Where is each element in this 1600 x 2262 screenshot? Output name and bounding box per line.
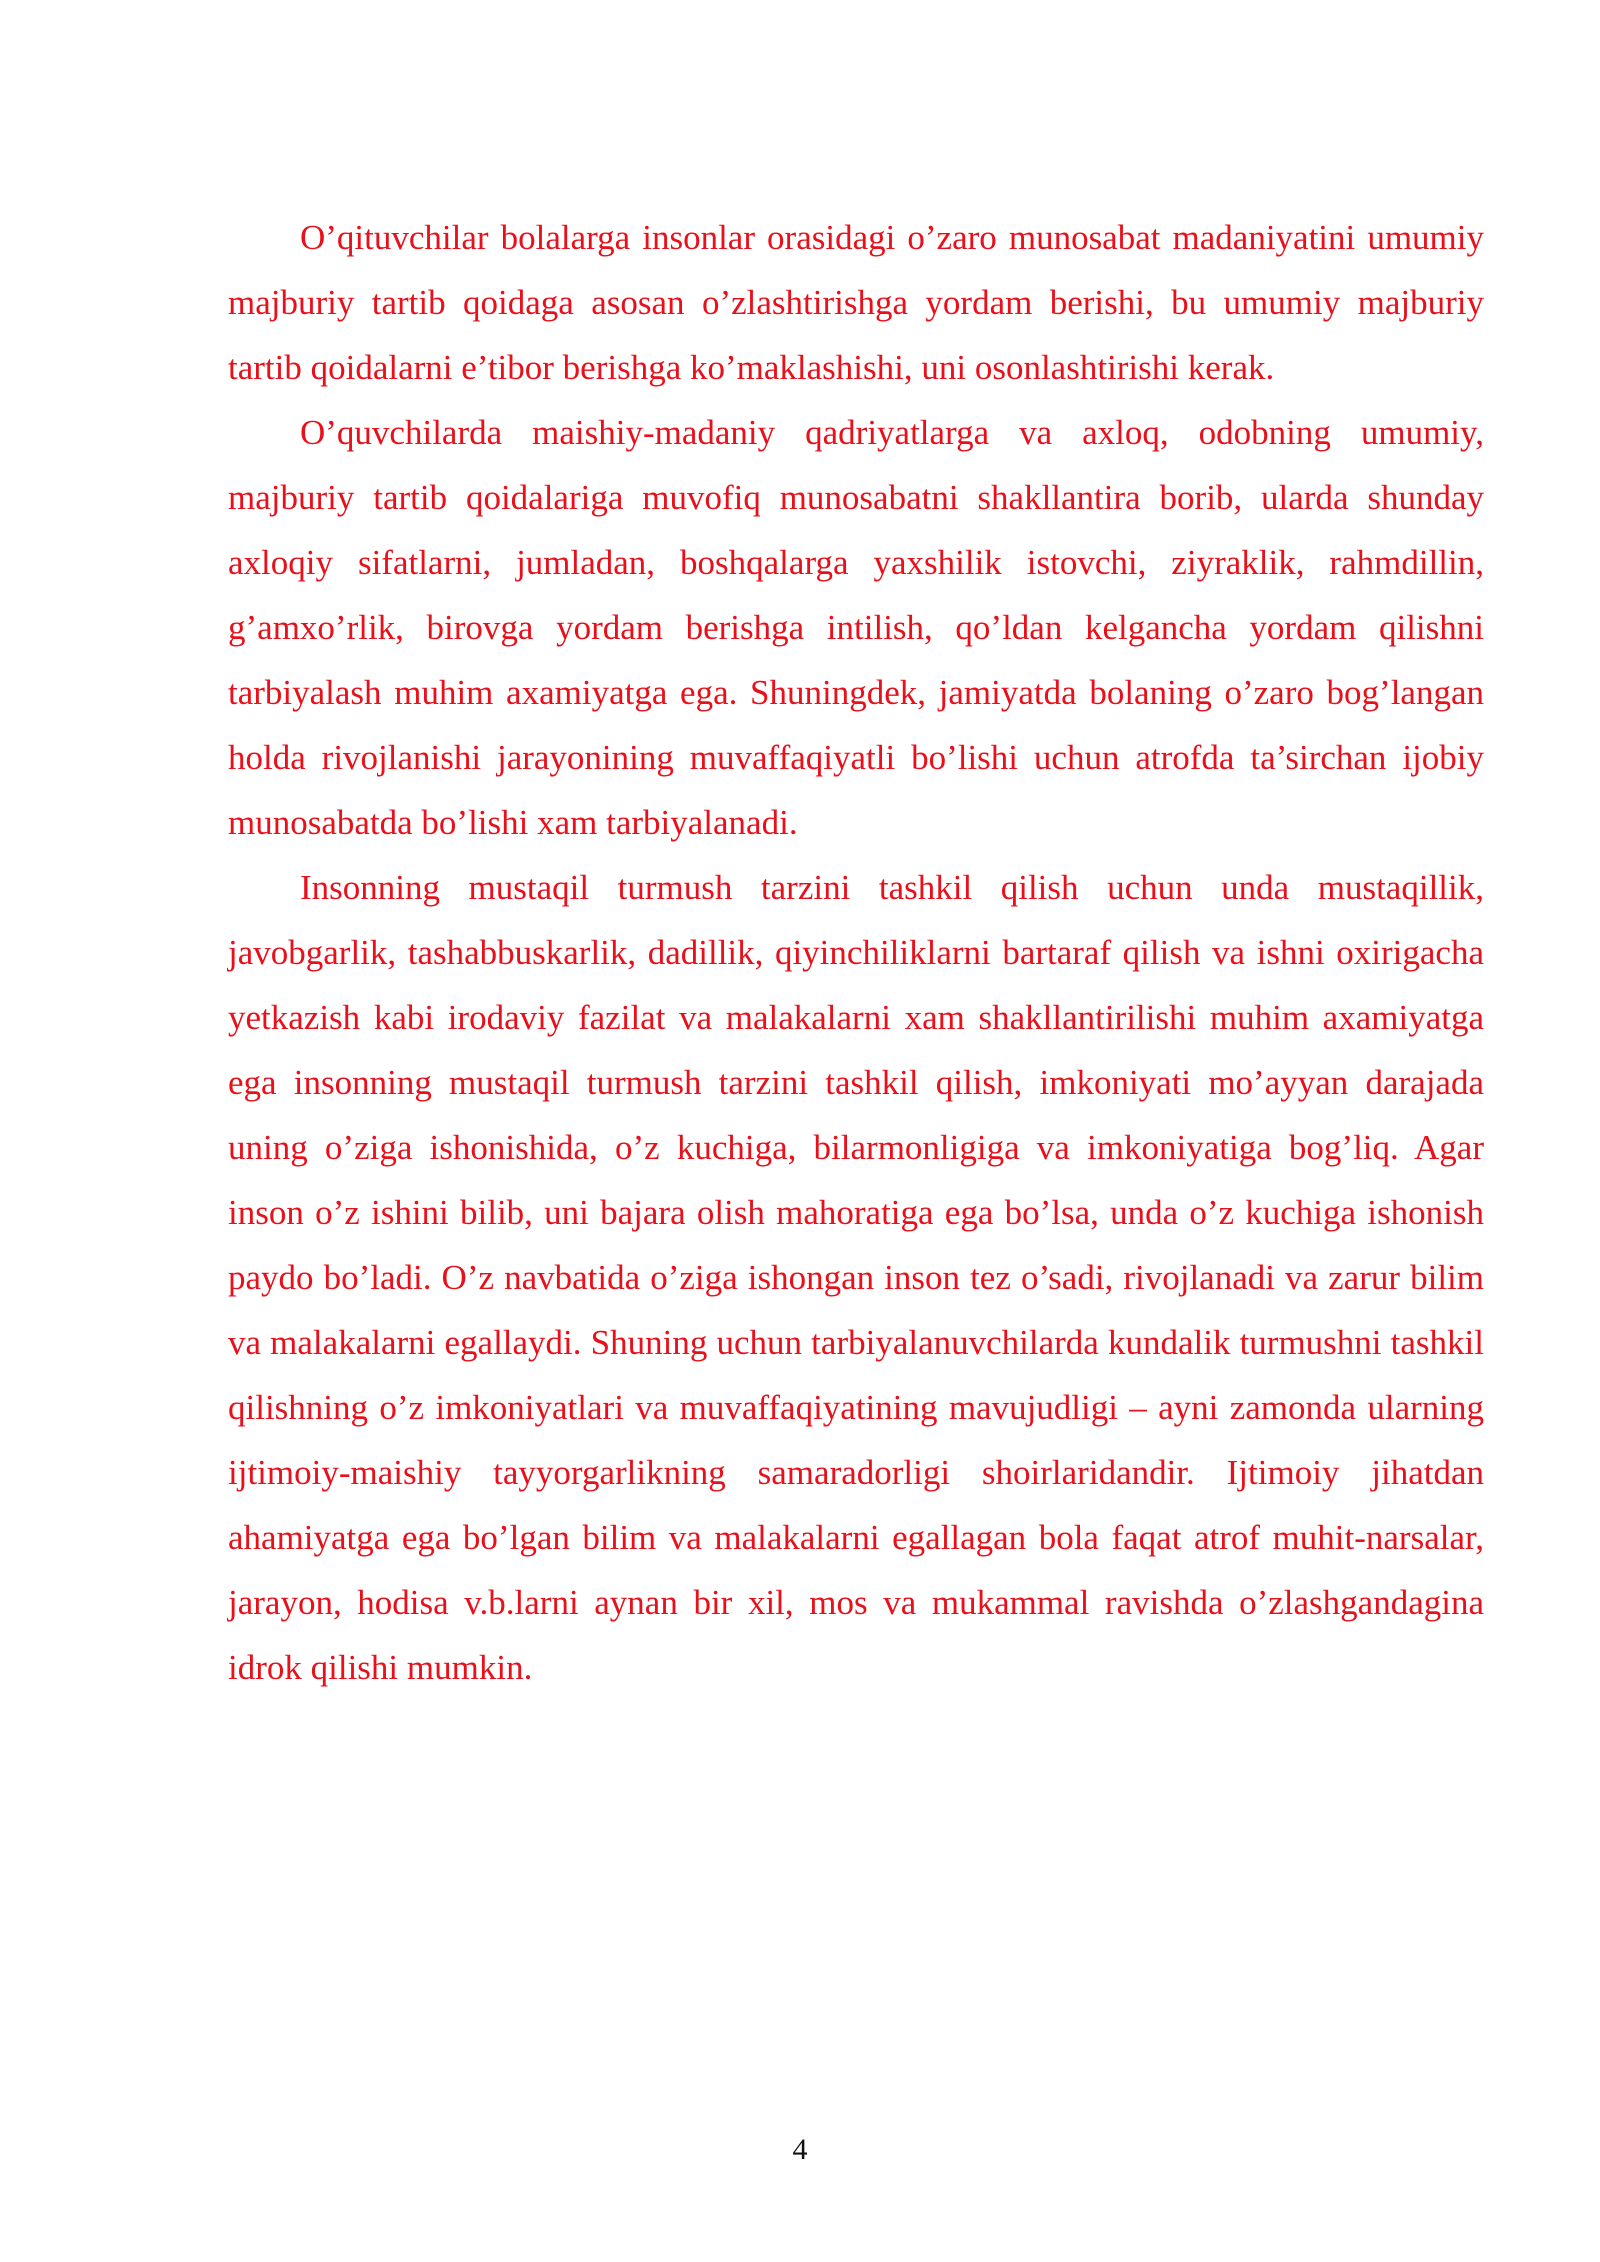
paragraph-1: O’qituvchilar bolalarga insonlar orasidagi o’zaro munosabat madaniyatini umumiy majburiy tartib qoidaga asosan o’zlashtirishga yordam berishi, bu umumiy majburiy tartib qoidalarni e’tibor berishga ko’maklashishi, uni osonlashtirishi kerak. [228,218,1484,387]
page-number: 4 [792,2133,808,2166]
paragraph-2: O’quvchilarda maishiy-madaniy qadriyatlarga va axloq, odobning umumiy, majburiy tartib qoidalariga muvofiq munosabatni shakllantira borib, ularda shunday axloqiy sifatlarni, jumladan, boshqalarga yaxshilik istovchi, ziyraklik, rahmdillin, g’amxo’rlik, birovga yordam berishga intilish, qo’ldan kelgancha yordam qilishni tarbiyalash muhim axamiyatga ega. Shuningdek, jamiyatda bolaning o’zaro bog’langan holda rivojlanishi jarayonining muvaffaqiyatli bo’lishi uchun atrofda ta’sirchan ijobiy munosabatda bo’lishi xam tarbiyalanadi. [228,413,1484,842]
body-text [228,205,1484,1700]
paragraph-3: Insonning mustaqil turmush tarzini tashkil qilish uchun unda mustaqillik, javobgarlik, tashabbuskarlik, dadillik, qiyinchiliklarni bartaraf qilish va ishni oxirigacha yetkazish kabi irodaviy fazilat va malakalarni xam shakllantirilishi muhim axamiyatga ega insonning mustaqil turmush tarzini tashkil qilish, imkoniyati mo’ayyan darajada uning o’ziga ishonishida, o’z kuchiga, bilarmonligiga va imkoniyatiga bog’liq. Agar inson o’z ishini bilib, uni bajara olish mahoratiga ega bo’lsa, unda o’z kuchiga ishonish paydo bo’ladi. O’z navbatida o’ziga ishongan inson tez o’sadi, rivojlanadi va zarur bilim va malakalarni egallaydi. Shuning uchun tarbiyalanuvchilarda kundalik turmushni tashkil qilishning o’z imkoniyatlari va muvaffaqiyatining mavujudligi – ayni zamonda ularning ijtimoiy-maishiy tayyorgarlikning samaradorligi shoirlaridandir. Ijtimoiy jihatdan ahamiyatga ega bo’lgan bilim va malakalarni egallagan bola faqat atrof muhit-narsalar, jarayon, hodisa v.b.larni aynan bir xil, mos va mukammal ravishda o’zlashgandagina idrok qilishi mumkin. [228,868,1484,1687]
